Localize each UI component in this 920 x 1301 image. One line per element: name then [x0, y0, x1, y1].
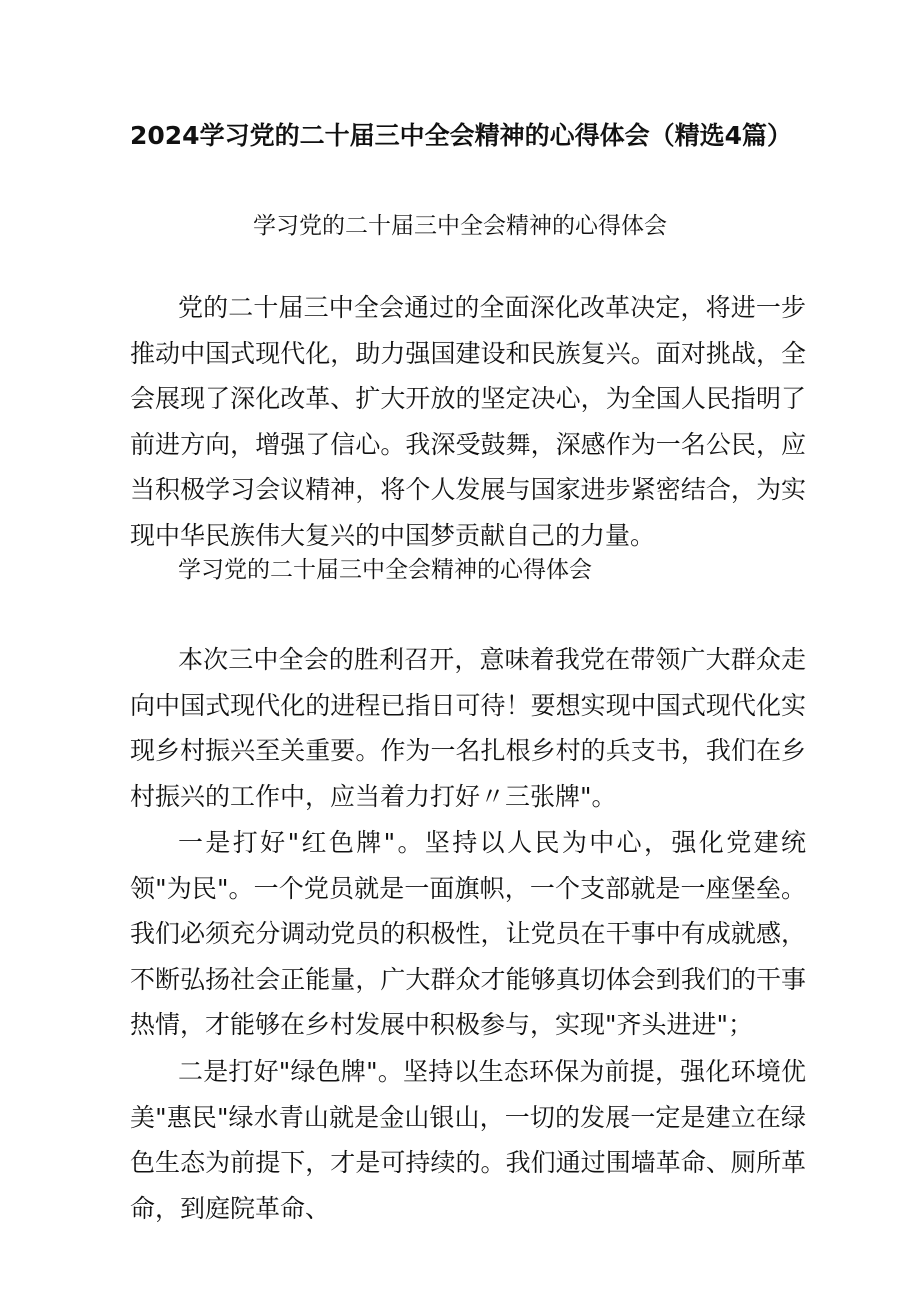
section-heading: 学习党的二十届三中全会精神的心得体会: [253, 213, 667, 239]
document-title: 2024学习党的二十届三中全会精神的心得体会（精选4篇）: [130, 121, 792, 150]
body-paragraph: 党的二十届三中全会通过的全面深化改革决定，将进一步推动中国式现代化，助力强国建设和民族复兴。面对挑战，全会展现了深化改革、扩大开放的坚定决心，为全国人民指明了前进方向，增强了信心。我深受鼓舞，深感作为一名公民，应当积极学习会议精神，将个人发展与国家进步紧密结合，为实现中华民族伟大复兴的中国梦贡献自己的力量。: [130, 293, 806, 550]
body-paragraph: 本次三中全会的胜利召开，意味着我党在带领广大群众走向中国式现代化的进程已指日可待！要想实现中国式现代化实现乡村振兴至关重要。作为一名扎根乡村的兵支书，我们在乡村振兴的工作中，应当着力打好〃三张牌"。: [130, 645, 806, 811]
body-paragraph: 二是打好"绿色牌"。坚持以生态环保为前提，强化环境优美"惠民"绿水青山就是金山银山，一切的发展一定是建立在绿色生态为前提下，才是可持续的。我们通过围墙革命、厕所革命，到庭院革命、: [130, 1057, 806, 1223]
body-paragraph: 一是打好"红色牌"。坚持以人民为中心，强化党建统领"为民"。一个党员就是一面旗帜，一个支部就是一座堡垒。我们必须充分调动党员的积极性，让党员在干事中有成就感，不断弘扬社会正能量，广大群众才能够真切体会到我们的干事热情，才能够在乡村发展中积极参与，实现"齐头进进"；: [130, 828, 806, 1040]
section-heading: 学习党的二十届三中全会精神的心得体会: [178, 557, 592, 583]
